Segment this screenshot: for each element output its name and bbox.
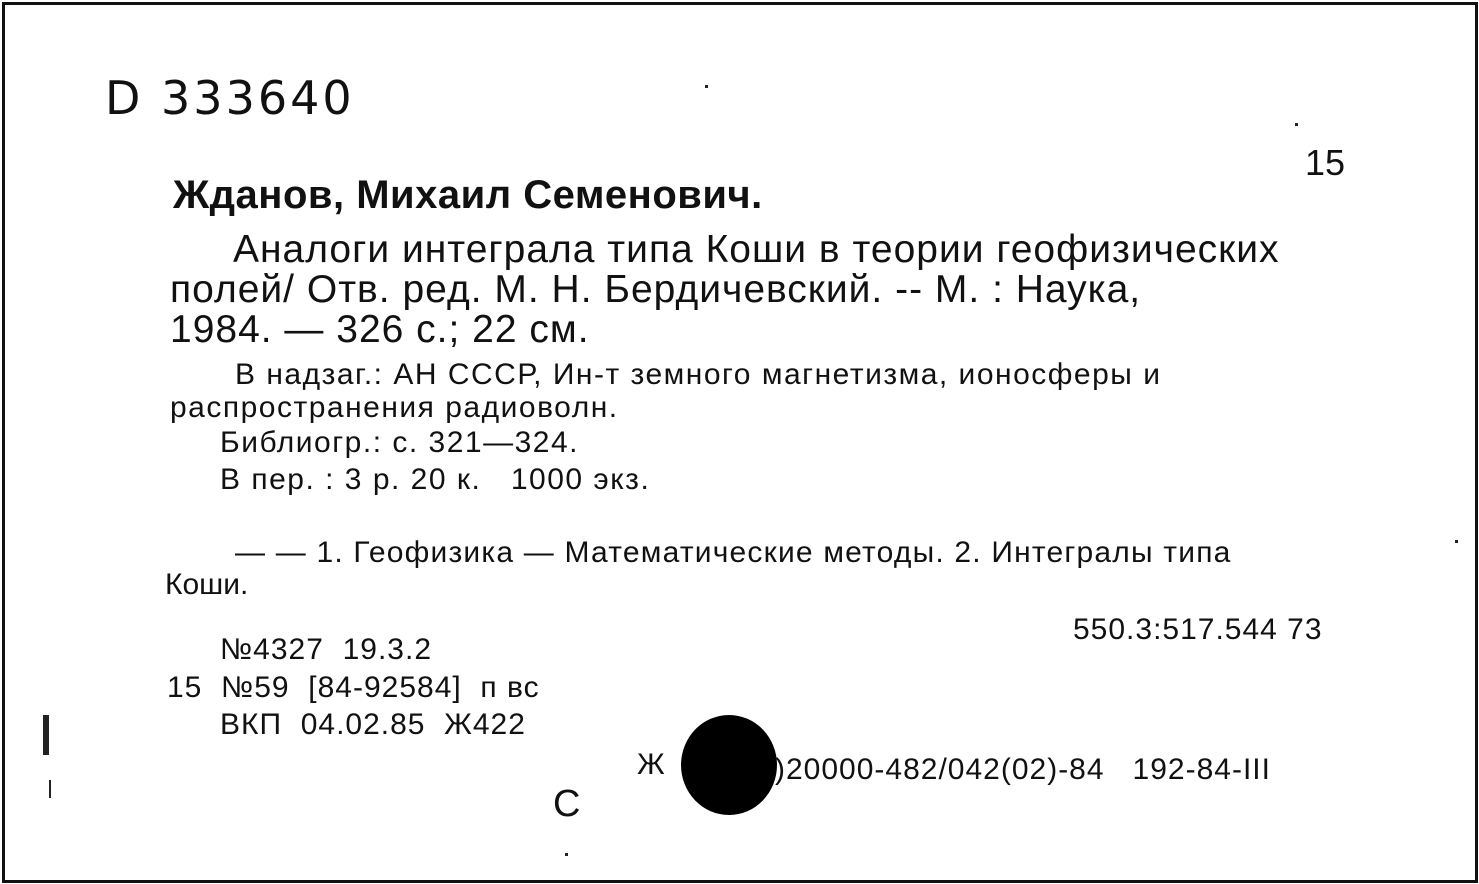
udc-classification: 550.3:517.544 73 [1073, 613, 1323, 646]
stamp-line-3: ВКП 04.02.85 Ж422 [220, 708, 526, 741]
ink-speck [1295, 123, 1298, 126]
title-line-1: Аналоги интеграла типа Коши в теории геофизических [233, 228, 1280, 271]
punch-hole [681, 715, 777, 815]
copy-number: 15 [1305, 142, 1346, 183]
ink-speck [43, 715, 49, 755]
publisher-code-prefix: Ж [637, 748, 665, 781]
publisher-code: )20000-482/042(02)-84 192-84-III [775, 753, 1271, 786]
ink-speck [705, 85, 708, 88]
note-price: В пер. : 3 р. 20 к. 1000 экз. [220, 463, 651, 496]
ink-speck [1455, 540, 1458, 543]
subject-headings: — — 1. Геофизика — Математические методы. 2. Интегралы типа [235, 536, 1232, 569]
catalog-card [2, 2, 1478, 883]
stamp-line-1: №4327 19.3.2 [220, 633, 432, 666]
ink-speck [565, 853, 568, 856]
title-line-3: 1984. — 326 с.; 22 см. [170, 308, 590, 351]
note-sponsor-cont: распространения радиоволн. [170, 391, 619, 424]
cyrillic-mark: С [553, 783, 581, 825]
note-sponsor: В надзаг.: АН СССР, Ин-т земного магнетизма, ионосферы и [235, 358, 1162, 391]
note-bibliography: Библиогр.: с. 321—324. [220, 426, 579, 459]
stamp-line-2: 15 №59 [84-92584] п вс [167, 671, 540, 704]
call-number: D 333640 [105, 71, 355, 125]
ink-speck [49, 780, 51, 798]
author-heading: Жданов, Михаил Семенович. [173, 173, 763, 217]
title-line-2: полей/ Отв. ред. М. Н. Бердичевский. -- М. : Наука, [170, 268, 1142, 311]
subject-headings-cont: Коши. [165, 568, 249, 601]
